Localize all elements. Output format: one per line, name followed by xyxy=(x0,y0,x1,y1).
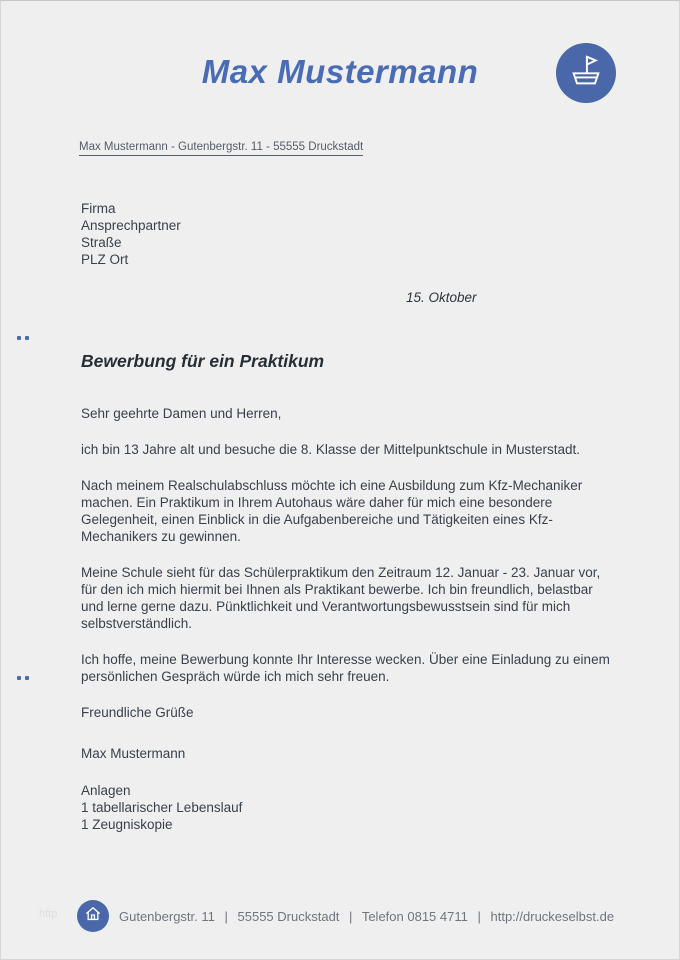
subject-heading: Bewerbung für ein Praktikum xyxy=(81,351,325,371)
recipient-line-contact: Ansprechpartner xyxy=(81,218,181,233)
letter-paragraph: Meine Schule sieht für das Schülerpraktikum den Zeitraum 12. Januar - 23. Januar vor, für den ich mich hiermit bei Ihnen als Praktikant bewerbe. Ich bin freundlich, belastbar und lerne gerne dazu. Pünktlichkeit und Verantwortungsbewusstsein sind für mich selbstverständlich. xyxy=(81,565,601,631)
closing-line: Freundliche Grüße xyxy=(81,705,194,720)
salutation: Sehr geehrte Damen und Herren, xyxy=(81,406,282,421)
letter-body xyxy=(81,405,617,740)
sailboat-icon xyxy=(564,49,608,98)
page-title: Max Mustermann xyxy=(201,53,479,90)
fold-mark-icon xyxy=(17,676,29,680)
enclosures-title: Anlagen xyxy=(81,783,131,798)
recipient-line-city: PLZ Ort xyxy=(81,252,129,267)
letter-paragraph: Nach meinem Realschulabschluss möchte ich eine Ausbildung zum Kfz-Mechaniker machen. Ein Praktikum in Ihrem Autohaus wäre daher für mich eine besondere Gelegenheit, einen Einblick in die Aufgabenbereiche und Tätigkeiten eines Kfz-Mechanikers zu gewinnen. xyxy=(81,478,583,544)
letter-paragraph: ich bin 13 Jahre alt und besuche die 8. Klasse der Mittelpunktschule in Musterstadt. xyxy=(81,442,581,457)
letter-paragraph: Ich hoffe, meine Bewerbung konnte Ihr Interesse wecken. Über eine Einladung zu einem persönlichen Gespräch würde ich mich sehr freuen. xyxy=(81,652,610,684)
company-logo xyxy=(556,43,616,103)
footer-watermark: http xyxy=(39,908,58,920)
fold-mark-icon xyxy=(17,336,29,340)
footer-contact-line xyxy=(119,909,614,924)
footer-separator: | xyxy=(349,909,353,924)
letter-date: 15. Oktober xyxy=(406,290,477,305)
footer-website-link[interactable]: http://druckeselbst.de xyxy=(490,909,615,924)
enclosure-item: 1 Zeugniskopie xyxy=(81,817,173,832)
recipient-line-street: Straße xyxy=(81,235,122,250)
footer-separator: | xyxy=(224,909,228,924)
enclosures-block xyxy=(81,782,242,833)
footer-city: 55555 Druckstadt xyxy=(237,909,340,924)
footer-phone: Telefon 0815 4711 xyxy=(361,909,468,924)
home-icon xyxy=(83,904,103,929)
footer-separator: | xyxy=(477,909,481,924)
recipient-line-company: Firma xyxy=(81,201,116,216)
sender-line: Max Mustermann - Gutenbergstr. 11 - 55555 Druckstadt xyxy=(79,141,363,156)
signature-name: Max Mustermann xyxy=(81,746,186,761)
enclosure-item: 1 tabellarischer Lebenslauf xyxy=(81,800,243,815)
footer-home-badge xyxy=(77,900,109,932)
recipient-block xyxy=(81,200,181,268)
footer-street: Gutenbergstr. 11 xyxy=(119,909,215,924)
